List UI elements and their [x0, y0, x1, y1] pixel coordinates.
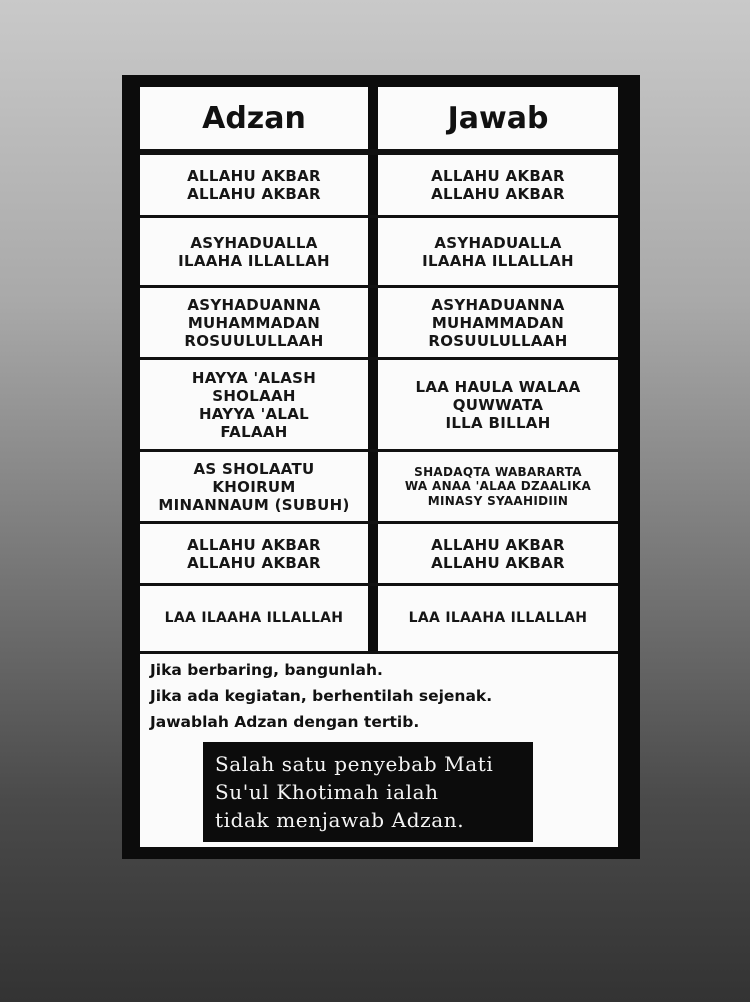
adzan-card — [122, 75, 640, 859]
note-line: Jawablah Adzan dengan tertib. — [150, 713, 420, 731]
warning-line: tidak menjawab Adzan. — [215, 808, 465, 832]
adzan-cell: LAA ILAAHA ILLALLAH — [164, 610, 344, 627]
jawab-cell: ASYHADUANNA MUHAMMADAN ROSUULULLAAH — [428, 295, 568, 350]
jawab-cell: ALLAHU AKBAR ALLAHU AKBAR — [431, 535, 565, 572]
note-line: Jika ada kegiatan, berhentilah sejenak. — [150, 687, 493, 705]
warning-line: Salah satu penyebab Mati — [215, 752, 494, 776]
note-line: Jika berbaring, bangunlah. — [150, 661, 383, 679]
jawab-cell: LAA ILAAHA ILLALLAH — [408, 610, 588, 627]
jawab-cell: ASYHADUALLA ILAAHA ILLALLAH — [422, 233, 574, 270]
adzan-cell: ASYHADUALLA ILAAHA ILLALLAH — [178, 233, 330, 270]
jawab-cell: ALLAHU AKBAR ALLAHU AKBAR — [431, 166, 565, 203]
header-jawab: Jawab — [447, 100, 549, 136]
warning-line: Su'ul Khotimah ialah — [215, 780, 439, 804]
table-bottom-divider — [140, 651, 618, 654]
card-panel — [140, 87, 618, 847]
adzan-cell: ASYHADUANNA MUHAMMADAN ROSUULULLAAH — [184, 295, 324, 350]
adzan-cell: HAYYA 'ALASH SHOLAAH HAYYA 'ALAL FALAAH — [191, 368, 317, 441]
column-divider — [368, 87, 378, 653]
header-adzan: Adzan — [202, 100, 306, 136]
adzan-cell: ALLAHU AKBAR ALLAHU AKBAR — [187, 166, 321, 203]
adzan-cell: AS SHOLAATU KHOIRUM MINANNAUM (SUBUH) — [158, 459, 350, 514]
jawab-cell: SHADAQTA WABARARTA WA ANAA 'ALAA DZAALIKA MINASY SYAAHIDIIN — [404, 464, 592, 508]
notes — [150, 657, 610, 735]
adzan-cell: ALLAHU AKBAR ALLAHU AKBAR — [187, 535, 321, 572]
jawab-cell: LAA HAULA WALAA QUWWATA ILLA BILLAH — [415, 377, 581, 432]
warning-box — [203, 742, 533, 842]
